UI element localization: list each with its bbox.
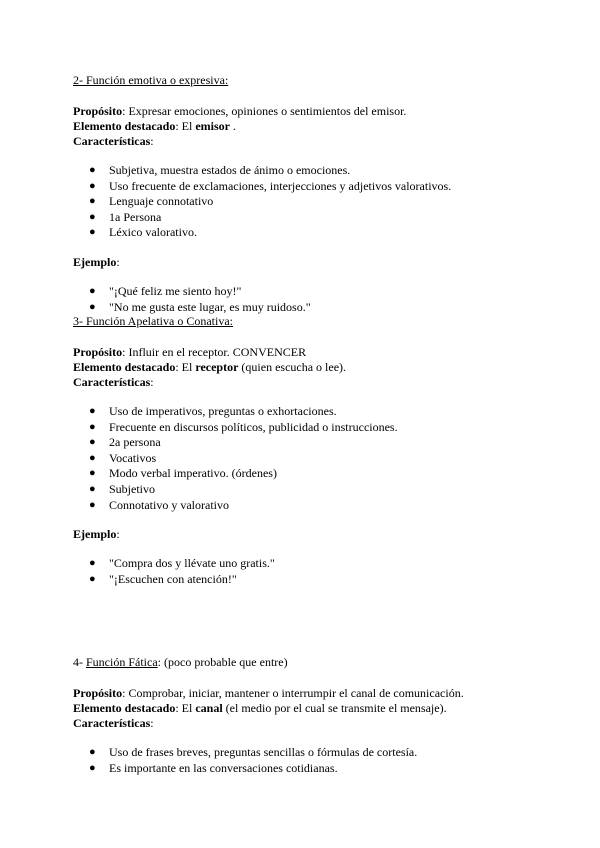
elemento-pre: : El bbox=[175, 119, 196, 133]
caracteristicas-label: Características bbox=[73, 716, 151, 730]
list-item bbox=[73, 163, 533, 179]
bullet-icon: ● bbox=[89, 557, 96, 570]
elemento-pre: : El bbox=[175, 360, 196, 374]
section-heading: 2- Función emotiva o expresiva: bbox=[73, 73, 229, 87]
elemento-label: Elemento destacado bbox=[73, 119, 176, 133]
ejemplo-line bbox=[73, 527, 533, 542]
caracteristicas-colon: : bbox=[150, 716, 154, 730]
list-item-text: Subjetiva, muestra estados de ánimo o emociones. bbox=[109, 163, 351, 177]
proposito-text: : Influir en el receptor. CONVENCER bbox=[122, 345, 307, 359]
list-item-text: Es importante en las conversaciones cotidianas. bbox=[109, 760, 338, 775]
bullet-icon: ● bbox=[89, 226, 96, 239]
list-item bbox=[73, 498, 533, 514]
section-heading bbox=[73, 655, 533, 670]
list-item bbox=[73, 194, 533, 210]
list-item-text: "Compra dos y llévate uno gratis." bbox=[109, 556, 275, 571]
list-item-text: Léxico valorativo. bbox=[109, 225, 197, 240]
list-item bbox=[73, 482, 533, 498]
caracteristicas-label: Características bbox=[73, 134, 151, 148]
bullet-icon: ● bbox=[89, 420, 96, 433]
list-item bbox=[73, 300, 533, 316]
list-item bbox=[73, 572, 533, 588]
proposito-line bbox=[73, 104, 533, 119]
list-item-text: "¡Escuchen con atención!" bbox=[109, 571, 237, 586]
heading-note: : (poco probable que entre) bbox=[157, 655, 288, 669]
ejemplo-label: Ejemplo bbox=[73, 254, 117, 269]
list-item-text: Subjetivo bbox=[109, 481, 156, 496]
proposito-text: : Expresar emociones, opiniones o sentimientos del emisor. bbox=[122, 104, 407, 118]
list-item-text: Uso frecuente de exclamaciones, interjecciones y adjetivos valorativos. bbox=[109, 178, 452, 193]
bullet-icon: ● bbox=[89, 572, 96, 585]
ejemplo-label: Ejemplo bbox=[73, 527, 117, 542]
bullet-icon: ● bbox=[89, 498, 96, 511]
bullet-icon: ● bbox=[89, 761, 96, 774]
list-item-text: Frecuente en discursos políticos, publicidad o instrucciones. bbox=[109, 419, 398, 434]
proposito-label: Propósito bbox=[73, 104, 123, 118]
section-heading: 3- Función Apelativa o Conativa: bbox=[73, 314, 233, 328]
proposito-line bbox=[73, 686, 533, 701]
elemento-post: (el medio por el cual se transmite el mensaje). bbox=[222, 701, 447, 715]
section-apelativa bbox=[73, 314, 533, 587]
ejemplos-list bbox=[73, 284, 533, 315]
ejemplo-colon: : bbox=[116, 527, 120, 542]
caracteristicas-line bbox=[73, 716, 533, 731]
bullet-icon: ● bbox=[89, 405, 96, 417]
list-item-text: 1a Persona bbox=[109, 209, 162, 224]
caracteristicas-line bbox=[73, 375, 533, 390]
list-item-text: Vocativos bbox=[109, 450, 157, 465]
proposito-text: : Comprobar, iniciar, mantener o interrumpir el canal de comunicación. bbox=[122, 686, 464, 700]
elemento-line bbox=[73, 119, 533, 134]
list-item bbox=[73, 225, 533, 241]
caracteristicas-colon: : bbox=[150, 134, 154, 148]
list-item-text: Lenguaje connotativo bbox=[109, 194, 214, 209]
caracteristicas-line bbox=[73, 134, 533, 149]
list-item bbox=[73, 210, 533, 226]
caracteristicas-label: Características bbox=[73, 375, 151, 389]
bullet-icon: ● bbox=[89, 451, 96, 464]
bullet-icon: ● bbox=[89, 746, 96, 758]
list-item bbox=[73, 284, 533, 300]
bullet-icon: ● bbox=[89, 467, 96, 480]
list-item-text: Modo verbal imperativo. (órdenes) bbox=[109, 466, 277, 481]
elemento-post: . bbox=[229, 119, 236, 133]
list-item-text: "No me gusta este lugar, es muy ruidoso." bbox=[109, 299, 311, 314]
section-fatica bbox=[73, 655, 533, 776]
list-item bbox=[73, 404, 533, 420]
elemento-value: canal bbox=[195, 701, 223, 715]
list-item-text: "¡Qué feliz me siento hoy!" bbox=[109, 283, 242, 298]
elemento-pre: : El bbox=[175, 701, 196, 715]
bullet-icon: ● bbox=[89, 164, 96, 176]
elemento-label: Elemento destacado bbox=[73, 701, 176, 715]
bullet-icon: ● bbox=[89, 284, 96, 297]
bullet-icon: ● bbox=[89, 482, 96, 495]
list-item bbox=[73, 420, 533, 436]
proposito-line bbox=[73, 345, 533, 360]
bullet-icon: ● bbox=[89, 300, 96, 313]
proposito-label: Propósito bbox=[73, 686, 123, 700]
list-item bbox=[73, 466, 533, 482]
list-item bbox=[73, 179, 533, 195]
list-item-text: Connotativo y valorativo bbox=[109, 497, 229, 512]
bullet-icon: ● bbox=[89, 436, 96, 449]
caracteristicas-list bbox=[73, 163, 533, 241]
heading-number: 4- bbox=[73, 655, 86, 669]
list-item bbox=[73, 761, 533, 777]
list-item bbox=[73, 435, 533, 451]
bullet-icon: ● bbox=[89, 195, 96, 208]
caracteristicas-colon: : bbox=[150, 375, 154, 389]
list-item bbox=[73, 451, 533, 467]
proposito-label: Propósito bbox=[73, 345, 123, 359]
elemento-line bbox=[73, 360, 533, 375]
section-emotiva bbox=[73, 73, 533, 315]
ejemplo-line bbox=[73, 255, 533, 270]
caracteristicas-list bbox=[73, 404, 533, 513]
list-item bbox=[73, 745, 533, 761]
heading-title: Función Fática bbox=[86, 655, 158, 669]
elemento-value: emisor bbox=[195, 119, 230, 133]
ejemplo-colon: : bbox=[116, 254, 120, 269]
elemento-label: Elemento destacado bbox=[73, 360, 176, 374]
ejemplos-list bbox=[73, 556, 533, 587]
elemento-line bbox=[73, 701, 533, 716]
bullet-icon: ● bbox=[89, 210, 96, 223]
bullet-icon: ● bbox=[89, 179, 96, 192]
list-item-text: Uso de frases breves, preguntas sencillas o fórmulas de cortesía. bbox=[109, 745, 418, 759]
caracteristicas-list bbox=[73, 745, 533, 776]
elemento-post: (quien escucha o lee). bbox=[238, 360, 347, 374]
elemento-value: receptor bbox=[195, 360, 239, 374]
list-item-text: Uso de imperativos, preguntas o exhortaciones. bbox=[109, 404, 337, 418]
list-item bbox=[73, 556, 533, 572]
list-item-text: 2a persona bbox=[109, 435, 161, 450]
